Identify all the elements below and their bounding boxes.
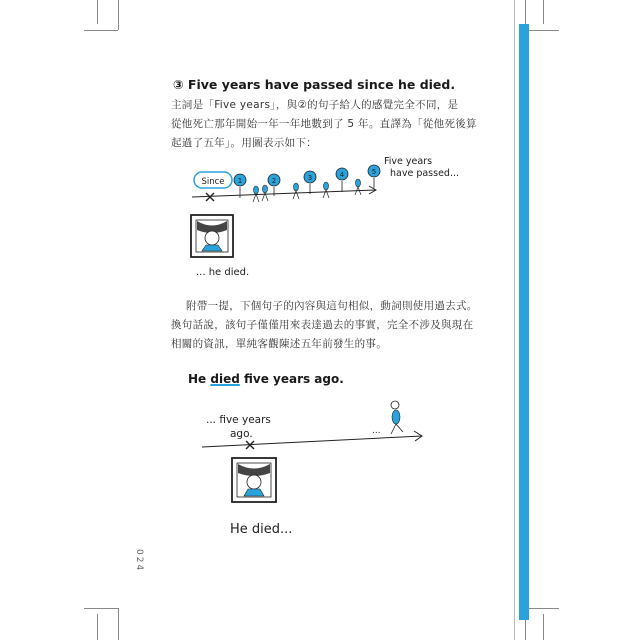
- walking-figure: [372, 401, 403, 436]
- svg-text:2: 2: [271, 177, 277, 185]
- paragraph-2-line: 換句話說，該句子僅僅用來表達過去的事實，完全不涉及與現在: [171, 319, 474, 331]
- crop-mark: [543, 0, 544, 24]
- crop-mark: [118, 0, 119, 30]
- crop-mark: [97, 614, 98, 640]
- timeline-line: [192, 190, 375, 197]
- section-heading: ③ Five years have passed since he died.: [173, 77, 456, 92]
- page-number: 024: [134, 549, 144, 573]
- diagram2-caption-line-1: ... five years: [206, 414, 271, 426]
- paragraph-1-line: 從他死亡那年開始一年一年地數到了 5 年。直譯為「從他死後算: [171, 118, 477, 130]
- crop-mark: [84, 30, 118, 31]
- since-label: Since: [201, 177, 225, 187]
- example-post: five years ago.: [239, 372, 344, 386]
- svg-text:5: 5: [371, 168, 377, 176]
- example-verb: died: [210, 372, 240, 386]
- paragraph-1-line: 主詞是「Five years」，與②的句子給人的感覺完全不同，是: [171, 99, 459, 111]
- svg-text:1: 1: [237, 177, 243, 185]
- crop-mark: [525, 30, 559, 31]
- page-edge-line: [514, 0, 515, 640]
- diagram2-died-label: He died...: [230, 522, 293, 537]
- diagram2-caption-line-2: ago.: [230, 428, 253, 440]
- milestone: [368, 165, 380, 188]
- timeline-diagram-1: [170, 150, 470, 285]
- crop-mark: [118, 608, 119, 640]
- svg-text:...: ...: [372, 426, 381, 436]
- died-label: ... he died.: [196, 267, 250, 278]
- crop-mark: [525, 608, 559, 609]
- crop-mark: [84, 608, 118, 609]
- paragraph-2-line: 相關的資訊，單純客觀陳述五年前發生的事。: [171, 338, 387, 350]
- crop-mark: [543, 614, 544, 640]
- milestone: [293, 171, 329, 199]
- svg-text:4: 4: [339, 171, 345, 179]
- paragraph-1-line: 起過了五年」。用圖表示如下：: [171, 137, 317, 149]
- portrait-frame: [191, 215, 233, 257]
- caption-line-1: Five years: [384, 156, 433, 167]
- blue-edge-strip: [519, 24, 529, 620]
- example-pre: He: [188, 372, 211, 386]
- svg-text:3: 3: [307, 174, 313, 182]
- example-sentence-2: [188, 372, 344, 386]
- crop-mark: [97, 0, 98, 24]
- caption-line-2: have passed...: [390, 168, 460, 179]
- milestone: [234, 174, 259, 202]
- timeline-diagram-2: [200, 395, 440, 540]
- portrait-frame: [232, 458, 276, 502]
- milestone: [262, 174, 280, 201]
- paragraph-2-line: 附帶一提，下個句子的內容與這句相似，動詞則使用過去式。: [186, 300, 478, 312]
